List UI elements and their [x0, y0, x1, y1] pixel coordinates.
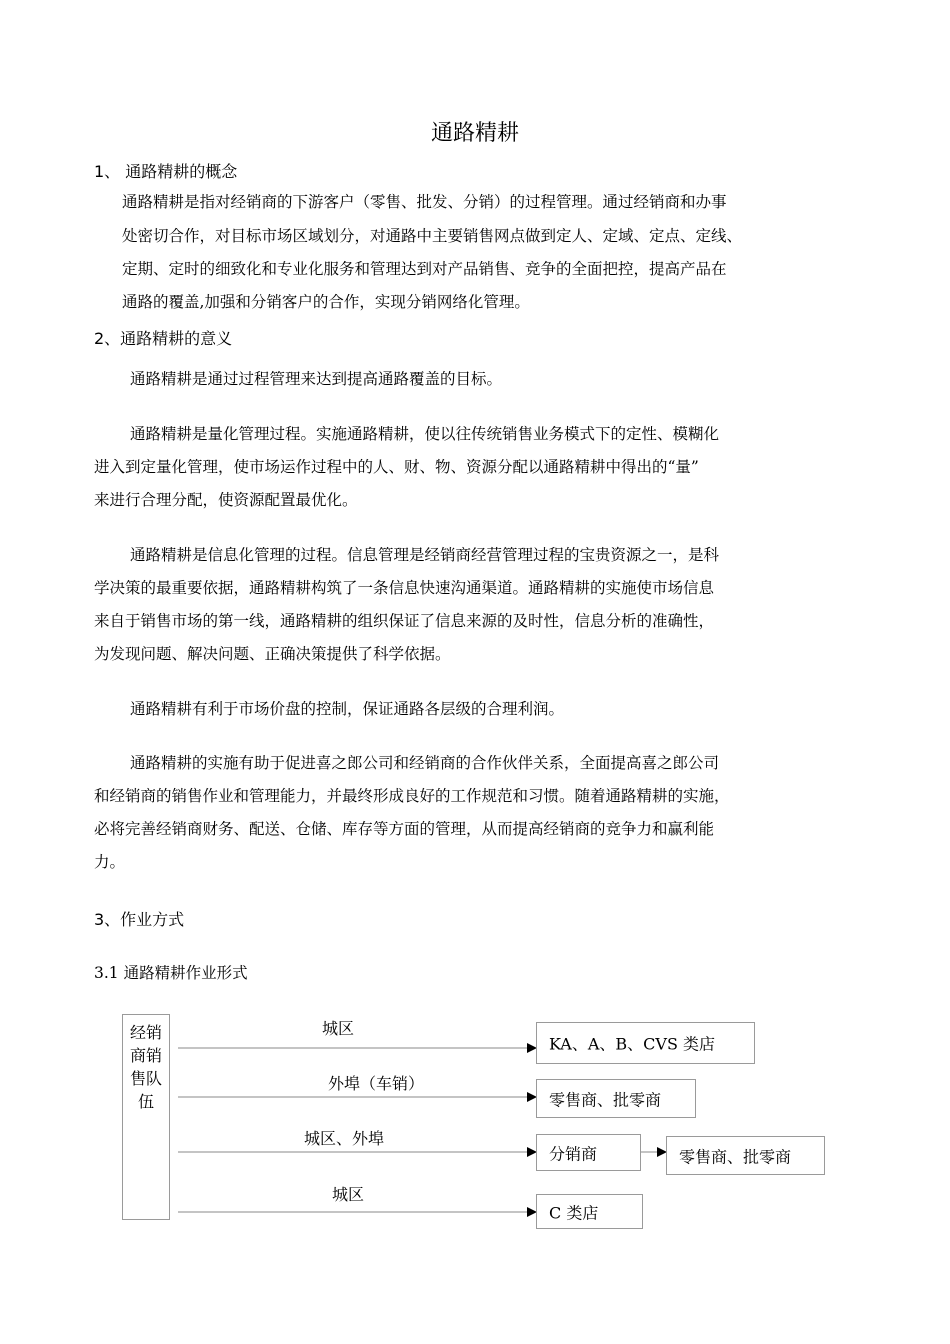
- target-box-retail-2: [666, 1136, 825, 1175]
- target-label-distributor: 分销商: [549, 1144, 598, 1163]
- page-title: 通路精耕: [430, 121, 519, 146]
- s2-p5-line-3: 必将完善经销商财务、配送、仓储、库存等方面的管理，从而提高经销商的竞争力和赢利能: [94, 820, 715, 838]
- route-label-3: 城区、外埠: [304, 1129, 385, 1148]
- s2-p5-line-2: 和经销商的销售作业和管理能力，并最终形成良好的工作规范和习惯。随着通路精耕的实施，: [94, 787, 730, 805]
- section-3-heading: 3、作业方式: [94, 910, 185, 929]
- s2-p4-line-1: 通路精耕有利于市场价盘的控制，保证通路各层级的合理利润。: [130, 700, 565, 718]
- s1-line-1: 通路精耕是指对经销商的下游客户（零售、批发、分销）的过程管理。通过经销商和办事: [122, 193, 727, 211]
- target-label-c-store: C 类店: [549, 1203, 599, 1222]
- s2-p1-line-1: 通路精耕是通过过程管理来达到提高通路覆盖的目标。: [130, 370, 503, 388]
- sales-team-box: [122, 1014, 170, 1220]
- s2-p2-line-3: 来进行合理分配，使资源配置最优化。: [94, 491, 358, 509]
- s1-line-4: 通路的覆盖,加强和分销客户的合作，实现分销网络化管理。: [122, 293, 530, 311]
- target-box-retail: [536, 1079, 696, 1118]
- target-box-distributor: [536, 1134, 641, 1171]
- s2-p3-line-4: 为发现问题、解决问题、正确决策提供了科学依据。: [94, 645, 451, 663]
- sales-team-label: 经销商销售队伍: [129, 1023, 162, 1111]
- s2-p3-line-1: 通路精耕是信息化管理的过程。信息管理是经销商经营管理过程的宝贵资源之一，是科: [130, 546, 720, 564]
- section-2-heading: 2、通路精耕的意义: [94, 329, 233, 348]
- s2-p5-line-4: 力。: [94, 853, 126, 871]
- s2-p2-line-2: 进入到定量化管理，使市场运作过程中的人、财、物、资源分配以通路精耕中得出的“量”: [94, 458, 699, 476]
- route-label-4: 城区: [332, 1185, 365, 1204]
- s1-line-3: 定期、定时的细致化和专业化服务和管理达到对产品销售、竞争的全面把控，提高产品在: [122, 260, 727, 278]
- target-label-ka: KA、A、B、CVS 类店: [549, 1034, 716, 1054]
- route-label-2: 外埠（车销）: [328, 1074, 425, 1093]
- s2-p2-line-1: 通路精耕是量化管理过程。实施通路精耕，使以往传统销售业务模式下的定性、模糊化: [130, 425, 720, 443]
- s2-p3-line-2: 学决策的最重要依据，通路精耕构筑了一条信息快速沟通渠道。通路精耕的实施使市场信息: [94, 579, 715, 597]
- section-3-1-heading: 3.1 通路精耕作业形式: [94, 964, 248, 982]
- s2-p5-line-1: 通路精耕的实施有助于促进喜之郎公司和经销商的合作伙伴关系，全面提高喜之郎公司: [130, 754, 720, 772]
- target-label-retail-2: 零售商、批零商: [679, 1147, 792, 1166]
- s2-p3-line-3: 来自于销售市场的第一线，通路精耕的组织保证了信息来源的及时性，信息分析的准确性，: [94, 612, 715, 630]
- route-label-1: 城区: [322, 1019, 355, 1038]
- section-1-heading: 1、 通路精耕的概念: [94, 162, 238, 181]
- target-label-retail: 零售商、批零商: [549, 1090, 662, 1109]
- target-box-ka: [536, 1022, 755, 1064]
- target-box-c-store: [536, 1194, 643, 1229]
- s1-line-2: 处密切合作，对目标市场区域划分，对通路中主要销售网点做到定人、定域、定点、定线、: [122, 227, 743, 245]
